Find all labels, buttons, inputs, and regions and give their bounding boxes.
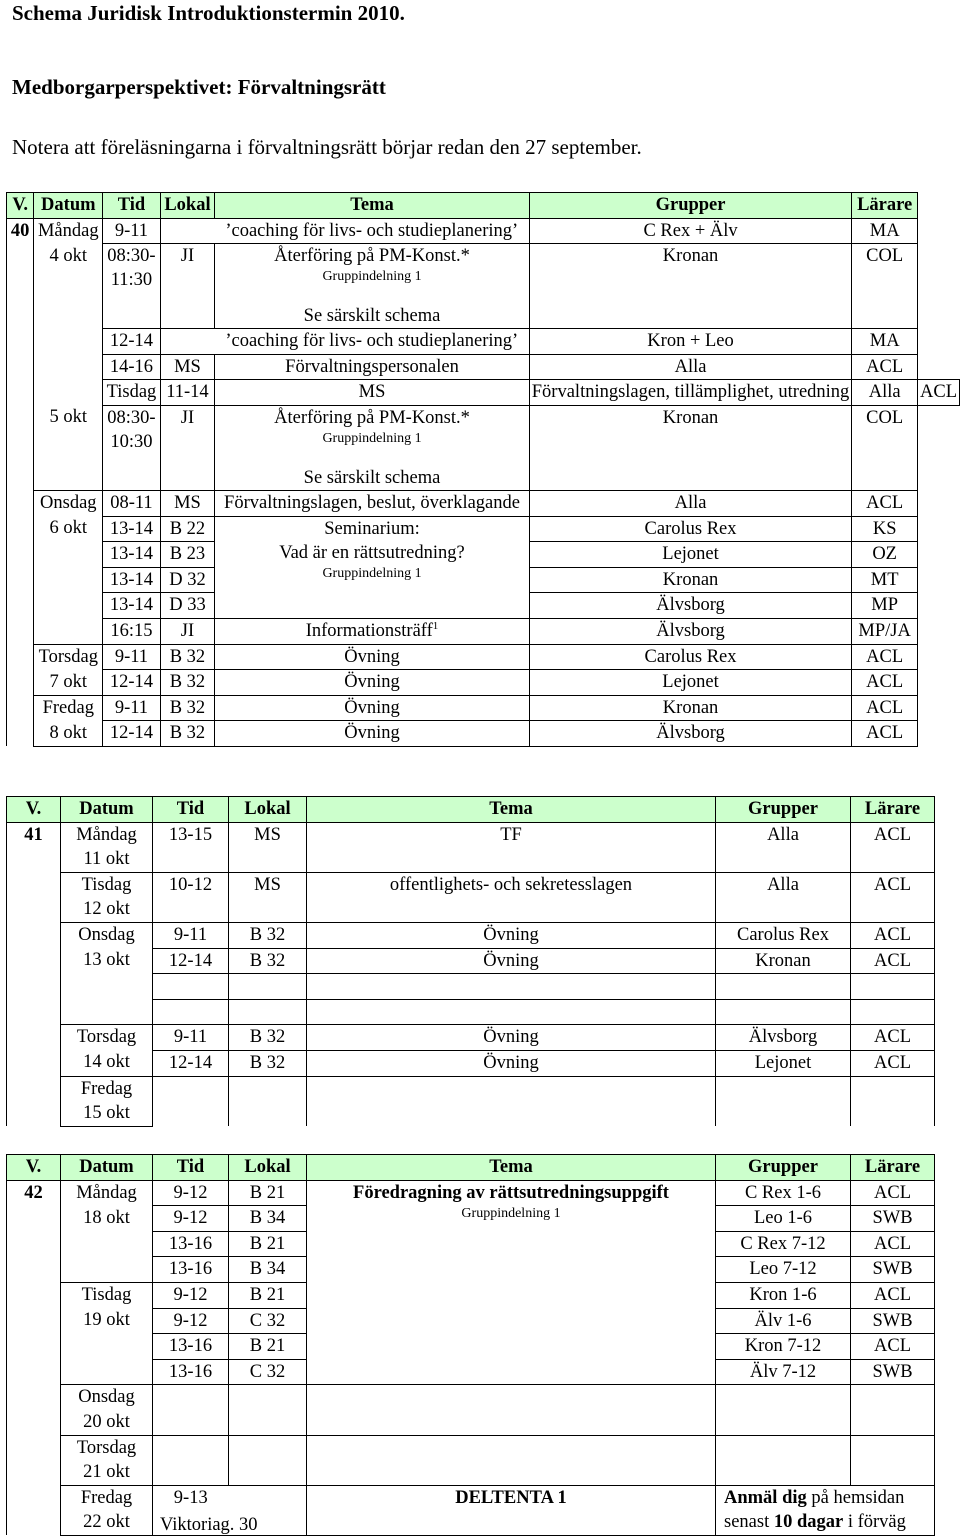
groups-cell: Kron + Leo xyxy=(529,329,852,355)
time-cell: 08-11 xyxy=(103,490,160,516)
theme-cell: offentlighets- och sekretesslagen xyxy=(307,872,716,897)
table-header xyxy=(7,1155,935,1181)
teacher-cell: ACL xyxy=(851,1334,935,1360)
date-label: 8 okt xyxy=(34,721,103,747)
date-label: 22 okt xyxy=(61,1510,153,1535)
table-row xyxy=(7,1025,935,1051)
day-label: Torsdag xyxy=(61,1435,153,1460)
room-cell: MS xyxy=(160,490,215,516)
teacher-cell: ACL xyxy=(851,948,935,974)
table-row xyxy=(7,999,935,1025)
header-date: Datum xyxy=(61,1155,153,1181)
schedule-table-week-40 xyxy=(6,192,960,747)
theme-cell: ’coaching för livs- och studieplanering’ xyxy=(215,329,530,355)
groups-cell: C Rex + Älv xyxy=(529,218,852,244)
time-cell: 12-14 xyxy=(103,329,160,355)
table-row xyxy=(7,405,960,490)
room-cell: B 34 xyxy=(229,1257,307,1283)
teacher-cell: ACL xyxy=(851,1050,935,1076)
day-label: Fredag xyxy=(34,695,103,721)
teacher-cell: COL xyxy=(852,405,918,490)
groups-cell: Kronan xyxy=(529,567,852,593)
table-row xyxy=(7,380,960,406)
time-cell: 9-12 xyxy=(153,1206,229,1232)
room-cell: B 32 xyxy=(229,948,307,974)
header-date: Datum xyxy=(34,193,103,219)
teacher-cell: ACL xyxy=(918,380,960,406)
teacher-cell: ACL xyxy=(852,644,918,670)
table-row xyxy=(7,490,960,516)
groups-cell: Kron 1-6 xyxy=(716,1282,851,1308)
groups-cell: Kronan xyxy=(529,405,852,490)
table-row xyxy=(7,822,935,847)
time-cell: 13-16 xyxy=(153,1359,229,1385)
date-label: 20 okt xyxy=(61,1410,153,1435)
table-row xyxy=(7,218,960,244)
time-cell: 12-14 xyxy=(153,1050,229,1076)
groups-cell: Lejonet xyxy=(529,542,852,568)
table-row xyxy=(7,872,935,897)
groups-cell: Älvsborg xyxy=(529,618,852,644)
room-cell: MS xyxy=(229,822,307,847)
date-label-empty xyxy=(34,593,103,619)
teacher-cell: SWB xyxy=(851,1308,935,1334)
time-cell: 9-12 xyxy=(153,1308,229,1334)
document-subtitle: Medborgarperspektivet: Förvaltningsrätt xyxy=(12,75,386,99)
groups-cell: Carolus Rex xyxy=(529,644,852,670)
day-label: Måndag xyxy=(61,822,153,847)
teacher-cell: ACL xyxy=(852,695,918,721)
time-cell: 14-16 xyxy=(103,354,160,380)
day-label: Tisdag xyxy=(61,1282,153,1308)
theme-cell: Förvaltningspersonalen xyxy=(215,354,530,380)
teacher-cell: ACL xyxy=(851,1231,935,1257)
header-week: V. xyxy=(7,1155,61,1181)
table-row xyxy=(7,1050,935,1076)
theme-text: Återföring på PM-Konst.* xyxy=(274,246,470,267)
teacher-cell: MP/JA xyxy=(852,618,918,644)
teacher-cell: COL xyxy=(852,244,918,329)
exam-registration-note xyxy=(716,1485,935,1535)
header-week: V. xyxy=(7,797,61,823)
teacher-cell: KS xyxy=(852,516,918,542)
time-cell: 13-16 xyxy=(153,1334,229,1360)
day-label: Måndag xyxy=(61,1180,153,1206)
header-theme: Tema xyxy=(307,1155,716,1181)
see-schedule-note: Se särskilt schema xyxy=(303,306,441,327)
header-teachers: Lärare xyxy=(852,193,918,219)
teacher-cell: MA xyxy=(852,218,918,244)
theme-cell: Förvaltningslagen, beslut, överklagande xyxy=(215,490,530,516)
header-groups: Grupper xyxy=(529,193,852,219)
teacher-cell: SWB xyxy=(851,1257,935,1283)
header-time: Tid xyxy=(103,193,160,219)
table-row xyxy=(7,695,960,721)
theme-cell: Förvaltningslagen, tillämplighet, utredning xyxy=(529,380,852,406)
teacher-cell: OZ xyxy=(852,542,918,568)
theme-cell: Övning xyxy=(307,922,716,948)
time-cell: 13-16 xyxy=(153,1257,229,1283)
time-cell: 9-11 xyxy=(153,1025,229,1051)
time-cell: 13-14 xyxy=(103,516,160,542)
room-cell: B 21 xyxy=(229,1334,307,1360)
theme-text: Informationsträff xyxy=(305,620,433,641)
time-cell: 9-12 xyxy=(153,1282,229,1308)
table-row xyxy=(7,1485,935,1510)
time-cell: 13-14 xyxy=(103,593,160,619)
register-emphasis: Anmäl dig xyxy=(724,1487,807,1508)
groups-cell: Kron 7-12 xyxy=(716,1334,851,1360)
group-division-note: Gruppindelning 1 xyxy=(461,1205,561,1221)
date-label: 11 okt xyxy=(61,847,153,872)
room-cell: MS xyxy=(215,380,530,406)
table-row xyxy=(7,1180,935,1206)
groups-cell: Alla xyxy=(852,380,918,406)
groups-cell: Leo 1-6 xyxy=(716,1206,851,1232)
teacher-cell: MP xyxy=(852,593,918,619)
time-cell: 13-14 xyxy=(103,567,160,593)
day-label: Tisdag xyxy=(103,380,160,406)
theme-cell xyxy=(215,405,530,490)
teacher-cell: MT xyxy=(852,567,918,593)
time-cell: 13-15 xyxy=(153,822,229,847)
header-date: Datum xyxy=(61,797,153,823)
teacher-cell: ACL xyxy=(852,490,918,516)
groups-cell: Alla xyxy=(529,354,852,380)
theme-cell: Övning xyxy=(307,1050,716,1076)
theme-cell xyxy=(215,516,530,618)
table-row xyxy=(7,897,935,922)
groups-cell: Älvsborg xyxy=(529,721,852,747)
header-room: Lokal xyxy=(229,1155,307,1181)
table-row xyxy=(7,721,960,747)
theme-cell: Övning xyxy=(307,948,716,974)
day-label: Tisdag xyxy=(61,872,153,897)
date-label: 5 okt xyxy=(34,405,103,490)
room-cell: JI xyxy=(160,618,215,644)
theme-cell xyxy=(215,244,530,329)
see-schedule-note: Se särskilt schema xyxy=(303,467,441,488)
groups-cell: Älv 1-6 xyxy=(716,1308,851,1334)
day-label: Fredag xyxy=(61,1076,153,1101)
date-label: 15 okt xyxy=(61,1101,153,1126)
table-header xyxy=(7,193,960,219)
seminar-title: Vad är en rättsutredning? xyxy=(279,542,465,563)
document-title: Schema Juridisk Introduktionstermin 2010. xyxy=(12,1,405,25)
groups-cell: Älvsborg xyxy=(716,1025,851,1051)
groups-cell: Carolus Rex xyxy=(716,922,851,948)
date-label-empty xyxy=(34,567,103,593)
date-label: 21 okt xyxy=(61,1460,153,1485)
theme-cell: Övning xyxy=(307,1025,716,1051)
header-theme: Tema xyxy=(215,193,530,219)
teacher-cell: ACL xyxy=(851,872,935,897)
theme-cell: Övning xyxy=(215,670,530,696)
date-label: 14 okt xyxy=(61,1050,153,1076)
time-cell: 11-14 xyxy=(160,380,215,406)
theme-text: Föredragning av rättsutredningsuppgift xyxy=(353,1182,669,1203)
table-row xyxy=(7,1076,935,1101)
table-row xyxy=(7,244,960,329)
room-cell: JI xyxy=(160,405,215,490)
time-cell: 12-14 xyxy=(103,721,160,747)
table-header xyxy=(7,797,935,823)
teacher-cell: ACL xyxy=(851,922,935,948)
teacher-cell: SWB xyxy=(851,1359,935,1385)
time-cell: 9-11 xyxy=(103,218,160,244)
groups-cell: Lejonet xyxy=(716,1050,851,1076)
teacher-cell: ACL xyxy=(851,1282,935,1308)
group-division-note: Gruppindelning 1 xyxy=(322,430,422,446)
table-row xyxy=(7,948,935,974)
week-number: 40 xyxy=(7,218,34,746)
time-cell: 16:15 xyxy=(103,618,160,644)
notice-text: Notera att föreläsningarna i förvaltningsrätt börjar redan den 27 september. xyxy=(12,135,642,159)
time-cell: 9-12 xyxy=(153,1180,229,1206)
theme-text: Återföring på PM-Konst.* xyxy=(274,407,470,428)
room-cell: B 22 xyxy=(160,516,215,542)
theme-cell: Övning xyxy=(215,721,530,747)
room-cell xyxy=(160,329,215,355)
header-time: Tid xyxy=(153,1155,229,1181)
time-cell: 13-16 xyxy=(153,1231,229,1257)
theme-cell xyxy=(215,618,530,644)
date-label: 12 okt xyxy=(61,897,153,922)
groups-cell: Älvsborg xyxy=(529,593,852,619)
room-cell: D 33 xyxy=(160,593,215,619)
exam-title: DELTENTA 1 xyxy=(307,1485,716,1535)
time-cell: 9-11 xyxy=(103,644,160,670)
day-label: Onsdag xyxy=(61,1385,153,1410)
date-label-empty xyxy=(34,618,103,644)
room-cell: C 32 xyxy=(229,1308,307,1334)
theme-cell: Övning xyxy=(215,695,530,721)
room-cell: B 34 xyxy=(229,1206,307,1232)
register-text: på hemsidan xyxy=(806,1487,905,1508)
table-row xyxy=(7,354,960,380)
date-label: 18 okt xyxy=(61,1206,153,1232)
schedule-table-week-42 xyxy=(6,1154,935,1536)
room-cell xyxy=(160,218,215,244)
header-groups: Grupper xyxy=(716,1155,851,1181)
date-label-empty xyxy=(34,542,103,568)
header-time: Tid xyxy=(153,797,229,823)
time-cell: 9-11 xyxy=(103,695,160,721)
room-cell: B 32 xyxy=(229,1025,307,1051)
groups-cell: Kronan xyxy=(529,244,852,329)
room-cell: B 32 xyxy=(229,1050,307,1076)
time-cell: 9-11 xyxy=(153,922,229,948)
groups-cell: Älv 7-12 xyxy=(716,1359,851,1385)
day-label: Torsdag xyxy=(34,644,103,670)
date-label: 7 okt xyxy=(34,670,103,696)
time-cell: 13-14 xyxy=(103,542,160,568)
time-cell: 12-14 xyxy=(103,670,160,696)
teacher-cell: ACL xyxy=(852,670,918,696)
time-cell: 08:30-10:30 xyxy=(103,405,160,490)
table-row xyxy=(7,644,960,670)
room-cell: B 32 xyxy=(160,644,215,670)
room-cell: B 21 xyxy=(229,1180,307,1206)
header-theme: Tema xyxy=(307,797,716,823)
header-week: V. xyxy=(7,193,34,219)
table-row xyxy=(7,1385,935,1410)
room-cell: B 32 xyxy=(160,695,215,721)
groups-cell: Leo 7-12 xyxy=(716,1257,851,1283)
deadline-prefix: senast xyxy=(724,1511,774,1532)
date-label: 6 okt xyxy=(34,516,103,542)
teacher-cell: SWB xyxy=(851,1206,935,1232)
day-label: Torsdag xyxy=(61,1025,153,1051)
theme-cell: TF xyxy=(307,822,716,847)
theme-cell: Övning xyxy=(215,644,530,670)
footnote-marker: 1 xyxy=(432,619,439,632)
deadline-suffix: i förväg xyxy=(843,1511,906,1532)
deadline-emphasis: 10 dagar xyxy=(773,1511,844,1532)
time-cell: 08:30-11:30 xyxy=(103,244,160,329)
table-row xyxy=(7,1435,935,1460)
teacher-cell: MA xyxy=(852,329,918,355)
room-cell: B 23 xyxy=(160,542,215,568)
week-number: 42 xyxy=(7,1180,61,1535)
groups-cell: Alla xyxy=(529,490,852,516)
table-row xyxy=(7,922,935,948)
table-row xyxy=(7,618,960,644)
date-label: 4 okt xyxy=(34,244,103,406)
teacher-cell: ACL xyxy=(852,721,918,747)
groups-cell: Alla xyxy=(716,822,851,847)
room-cell: C 32 xyxy=(229,1359,307,1385)
group-division-note: Gruppindelning 1 xyxy=(322,269,422,285)
room-cell: B 21 xyxy=(229,1231,307,1257)
table-row xyxy=(7,974,935,1000)
header-room: Lokal xyxy=(229,797,307,823)
header-room: Lokal xyxy=(160,193,215,219)
exam-time: 9-13 xyxy=(173,1487,208,1508)
schedule-table-week-41 xyxy=(6,796,935,1127)
table-row xyxy=(7,329,960,355)
groups-cell: C Rex 1-6 xyxy=(716,1180,851,1206)
room-cell: MS xyxy=(160,354,215,380)
groups-cell: Alla xyxy=(716,872,851,897)
group-division-note: Gruppindelning 1 xyxy=(322,565,422,581)
day-label: Onsdag xyxy=(34,490,103,516)
time-cell: 12-14 xyxy=(153,948,229,974)
groups-cell: Lejonet xyxy=(529,670,852,696)
room-cell: MS xyxy=(229,872,307,897)
groups-cell: Kronan xyxy=(529,695,852,721)
header-teachers: Lärare xyxy=(851,1155,935,1181)
teacher-cell: ACL xyxy=(851,1025,935,1051)
theme-cell: ’coaching för livs- och studieplanering’ xyxy=(215,218,530,244)
room-cell: B 32 xyxy=(160,721,215,747)
table-row xyxy=(7,847,935,872)
date-label: 19 okt xyxy=(61,1308,153,1334)
room-cell: B 32 xyxy=(229,922,307,948)
week-number: 41 xyxy=(7,822,61,1126)
room-cell: B 21 xyxy=(229,1282,307,1308)
table-row xyxy=(7,516,960,542)
room-cell: JI xyxy=(160,244,215,329)
time-cell: 10-12 xyxy=(153,872,229,897)
seminar-label: Seminarium: xyxy=(324,518,420,539)
groups-cell: C Rex 7-12 xyxy=(716,1231,851,1257)
teacher-cell: ACL xyxy=(851,822,935,847)
teacher-cell: ACL xyxy=(852,354,918,380)
room-cell: B 32 xyxy=(160,670,215,696)
day-label: Fredag xyxy=(61,1485,153,1510)
day-label: Måndag xyxy=(34,218,103,244)
theme-cell xyxy=(307,1180,716,1385)
header-groups: Grupper xyxy=(716,797,851,823)
room-cell: D 32 xyxy=(160,567,215,593)
table-row xyxy=(7,670,960,696)
date-label: 13 okt xyxy=(61,948,153,974)
exam-location: Viktoriag. 30 xyxy=(160,1515,258,1535)
day-label: Onsdag xyxy=(61,922,153,948)
teacher-cell: ACL xyxy=(851,1180,935,1206)
header-teachers: Lärare xyxy=(851,797,935,823)
groups-cell: Carolus Rex xyxy=(529,516,852,542)
groups-cell: Kronan xyxy=(716,948,851,974)
